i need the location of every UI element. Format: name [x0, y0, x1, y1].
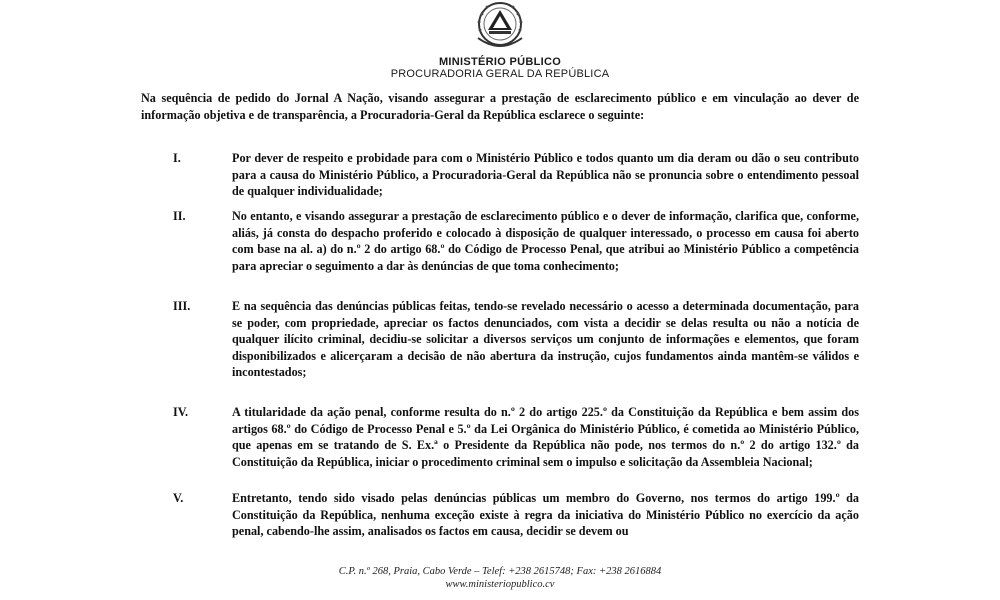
item-number: V.	[173, 491, 184, 505]
item-text: E na sequência das denúncias públicas feitas, tendo-se revelado necessário o acesso a determinada documentação, para se poder, com propriedade, apreciar os factos denunciados, com vista a decidir se delas resulta ou não a notícia de qualquer ilícito criminal, decidiu-se solicitar a diversos serviços um conjunto de informações e elementos, que foram disponibilizados e alicerçaram a decisão de não abertura da instrução, cujos fundamentos ainda mantêm-se válidos e incontestados;	[232, 299, 859, 380]
page-footer	[200, 565, 800, 591]
item-number: III.	[173, 299, 191, 313]
institution-title: MINISTÉRIO PÚBLICO	[438, 56, 562, 68]
item-text: Entretanto, tendo sido visado pelas denúncias públicas um membro do Governo, nos termos do artigo 199.º da Constituição da República, nenhuma exceção existe à regra da iniciativa do Ministério Público no exercício da ação penal, cabendo-lhe assim, analisados os factos em causa, decidir se devem ou	[232, 491, 859, 539]
item-text: Por dever de respeito e probidade para com o Ministério Público e todos quanto um dia deram ou dão o seu contributo para a causa do Ministério Público, a Procuradoria-Geral da República não se pronuncia sobre o entendimento pessoal de qualquer individualidade;	[232, 151, 859, 199]
item-number: IV.	[173, 405, 189, 419]
item-text: No entanto, e visando assegurar a prestação de esclarecimento público e o dever de informação, clarifica que, conforme, aliás, já consta do despacho proferido e colocado à disposição de qualquer interessado, o processo em causa foi aberto com base na al. a) do n.º 2 do artigo 68.º do Código de Processo Penal, que atribui ao Ministério Público a competência para apreciar o seguimento a dar às denúncias de que toma conhecimento;	[232, 209, 859, 273]
footer-website-link[interactable]: www.ministeriopublico.cv	[445, 579, 555, 590]
national-emblem-icon	[470, 0, 530, 56]
institution-subtitle: PROCURADORIA GERAL DA REPÚBLICA	[390, 68, 610, 80]
intro-paragraph: Na sequência de pedido do Jornal A Nação, visando assegurar a prestação de esclarecimento público e em vinculação ao dever de informação objetiva e de transparência, a Procuradoria-Geral da República esclarece o seguinte:	[141, 91, 859, 122]
item-number: I.	[173, 151, 181, 165]
item-number: II.	[173, 209, 186, 223]
item-text: A titularidade da ação penal, conforme resulta do n.º 2 do artigo 225.º da Constituição da República e bem assim dos artigos 68.º do Código de Processo Penal e 5.º da Lei Orgânica do Ministério Público, é cometida ao Ministério Público, que apenas em se tratando de S. Ex.ª o Presidente da República não pode, nos termos do n.º 2 do artigo 132.º da Constituição da República, iniciar o procedimento criminal sem o impulso e solicitação da Assembleia Nacional;	[232, 405, 859, 469]
footer-address: C.P. n.º 268, Praia, Cabo Verde – Telef: +238 2615748; Fax: +238 2616884	[338, 566, 662, 577]
